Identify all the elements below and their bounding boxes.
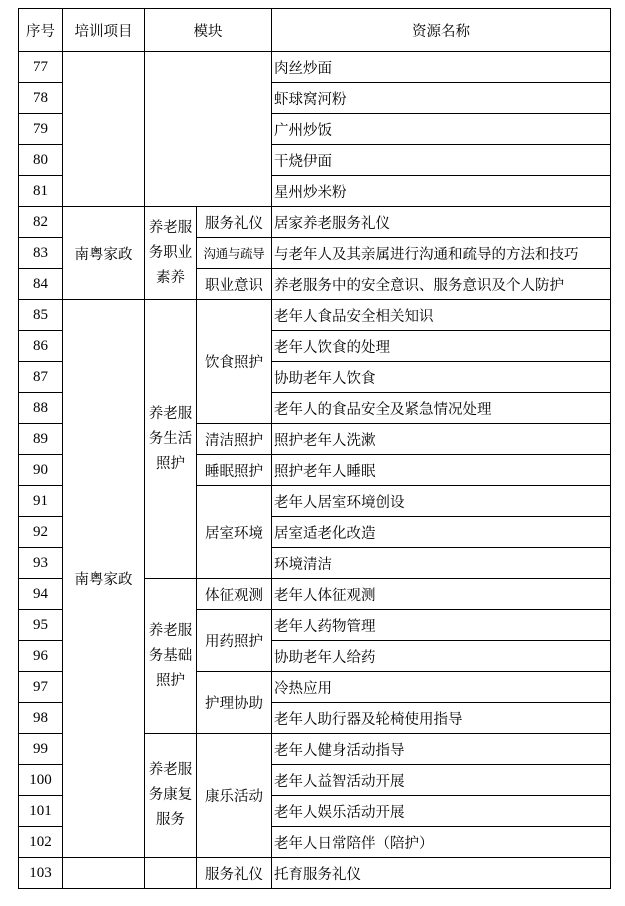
resource-name: 托育服务礼仪 <box>272 858 611 889</box>
module-group-cell: 养老服务职业素养 <box>145 207 197 300</box>
resource-name: 虾球窝河粉 <box>272 83 611 114</box>
header-module: 模块 <box>145 9 272 52</box>
row-number: 89 <box>19 424 63 455</box>
resource-name: 老年人饮食的处理 <box>272 331 611 362</box>
submodule-cell: 服务礼仪 <box>197 858 272 889</box>
row-number: 99 <box>19 734 63 765</box>
resource-name: 与老年人及其亲属进行沟通和疏导的方法和技巧 <box>272 238 611 269</box>
resource-name: 老年人体征观测 <box>272 579 611 610</box>
row-number: 83 <box>19 238 63 269</box>
row-number: 78 <box>19 83 63 114</box>
submodule-cell: 居室环境 <box>197 486 272 579</box>
resource-name: 星州炒米粉 <box>272 176 611 207</box>
row-number: 93 <box>19 548 63 579</box>
header-resource: 资源名称 <box>272 9 611 52</box>
module-cell-empty <box>145 52 272 207</box>
submodule-cell: 职业意识 <box>197 269 272 300</box>
row-number: 103 <box>19 858 63 889</box>
resource-name: 老年人药物管理 <box>272 610 611 641</box>
row-number: 88 <box>19 393 63 424</box>
resource-name: 肉丝炒面 <box>272 52 611 83</box>
resource-name: 协助老年人给药 <box>272 641 611 672</box>
row-number: 102 <box>19 827 63 858</box>
submodule-cell: 睡眠照护 <box>197 455 272 486</box>
resource-name: 老年人居室环境创设 <box>272 486 611 517</box>
row-number: 77 <box>19 52 63 83</box>
row-number: 79 <box>19 114 63 145</box>
table-row <box>19 300 611 331</box>
resource-name: 居家养老服务礼仪 <box>272 207 611 238</box>
resource-name: 老年人娱乐活动开展 <box>272 796 611 827</box>
submodule-cell: 沟通与疏导 <box>197 238 272 269</box>
row-number: 97 <box>19 672 63 703</box>
resource-name: 照护老年人洗漱 <box>272 424 611 455</box>
row-number: 96 <box>19 641 63 672</box>
row-number: 91 <box>19 486 63 517</box>
row-number: 82 <box>19 207 63 238</box>
submodule-cell: 饮食照护 <box>197 300 272 424</box>
row-number: 101 <box>19 796 63 827</box>
resource-name: 干烧伊面 <box>272 145 611 176</box>
module-group-cell: 养老服务康复服务 <box>145 734 197 858</box>
submodule-cell: 体征观测 <box>197 579 272 610</box>
table-row <box>19 858 611 889</box>
header-project: 培训项目 <box>63 9 145 52</box>
project-cell: 南粤家政 <box>63 207 145 300</box>
resource-name: 照护老年人睡眠 <box>272 455 611 486</box>
row-number: 84 <box>19 269 63 300</box>
row-number: 95 <box>19 610 63 641</box>
submodule-cell: 用药照护 <box>197 610 272 672</box>
submodule-cell: 服务礼仪 <box>197 207 272 238</box>
resource-name: 老年人的食品安全及紧急情况处理 <box>272 393 611 424</box>
resource-table <box>18 8 611 889</box>
row-number: 90 <box>19 455 63 486</box>
resource-name: 协助老年人饮食 <box>272 362 611 393</box>
row-number: 92 <box>19 517 63 548</box>
resource-name: 老年人食品安全相关知识 <box>272 300 611 331</box>
row-number: 87 <box>19 362 63 393</box>
resource-name: 老年人健身活动指导 <box>272 734 611 765</box>
row-number: 80 <box>19 145 63 176</box>
module-group-cell-empty <box>145 858 197 889</box>
row-number: 81 <box>19 176 63 207</box>
resource-name: 广州炒饭 <box>272 114 611 145</box>
table-row <box>19 52 611 83</box>
resource-name: 环境清洁 <box>272 548 611 579</box>
header-index: 序号 <box>19 9 63 52</box>
row-number: 94 <box>19 579 63 610</box>
resource-name: 老年人助行器及轮椅使用指导 <box>272 703 611 734</box>
project-cell-empty <box>63 858 145 889</box>
submodule-cell: 清洁照护 <box>197 424 272 455</box>
project-cell: 南粤家政 <box>63 300 145 858</box>
resource-name: 老年人日常陪伴（陪护） <box>272 827 611 858</box>
row-number: 86 <box>19 331 63 362</box>
resource-name: 老年人益智活动开展 <box>272 765 611 796</box>
table-row <box>19 207 611 238</box>
project-cell-empty <box>63 52 145 207</box>
module-group-cell: 养老服务基础照护 <box>145 579 197 734</box>
submodule-cell: 康乐活动 <box>197 734 272 858</box>
submodule-cell: 护理协助 <box>197 672 272 734</box>
header-row <box>19 9 611 52</box>
row-number: 98 <box>19 703 63 734</box>
row-number: 100 <box>19 765 63 796</box>
resource-name: 养老服务中的安全意识、服务意识及个人防护 <box>272 269 611 300</box>
row-number: 85 <box>19 300 63 331</box>
resource-name: 冷热应用 <box>272 672 611 703</box>
resource-name: 居室适老化改造 <box>272 517 611 548</box>
module-group-cell: 养老服务生活照护 <box>145 300 197 579</box>
